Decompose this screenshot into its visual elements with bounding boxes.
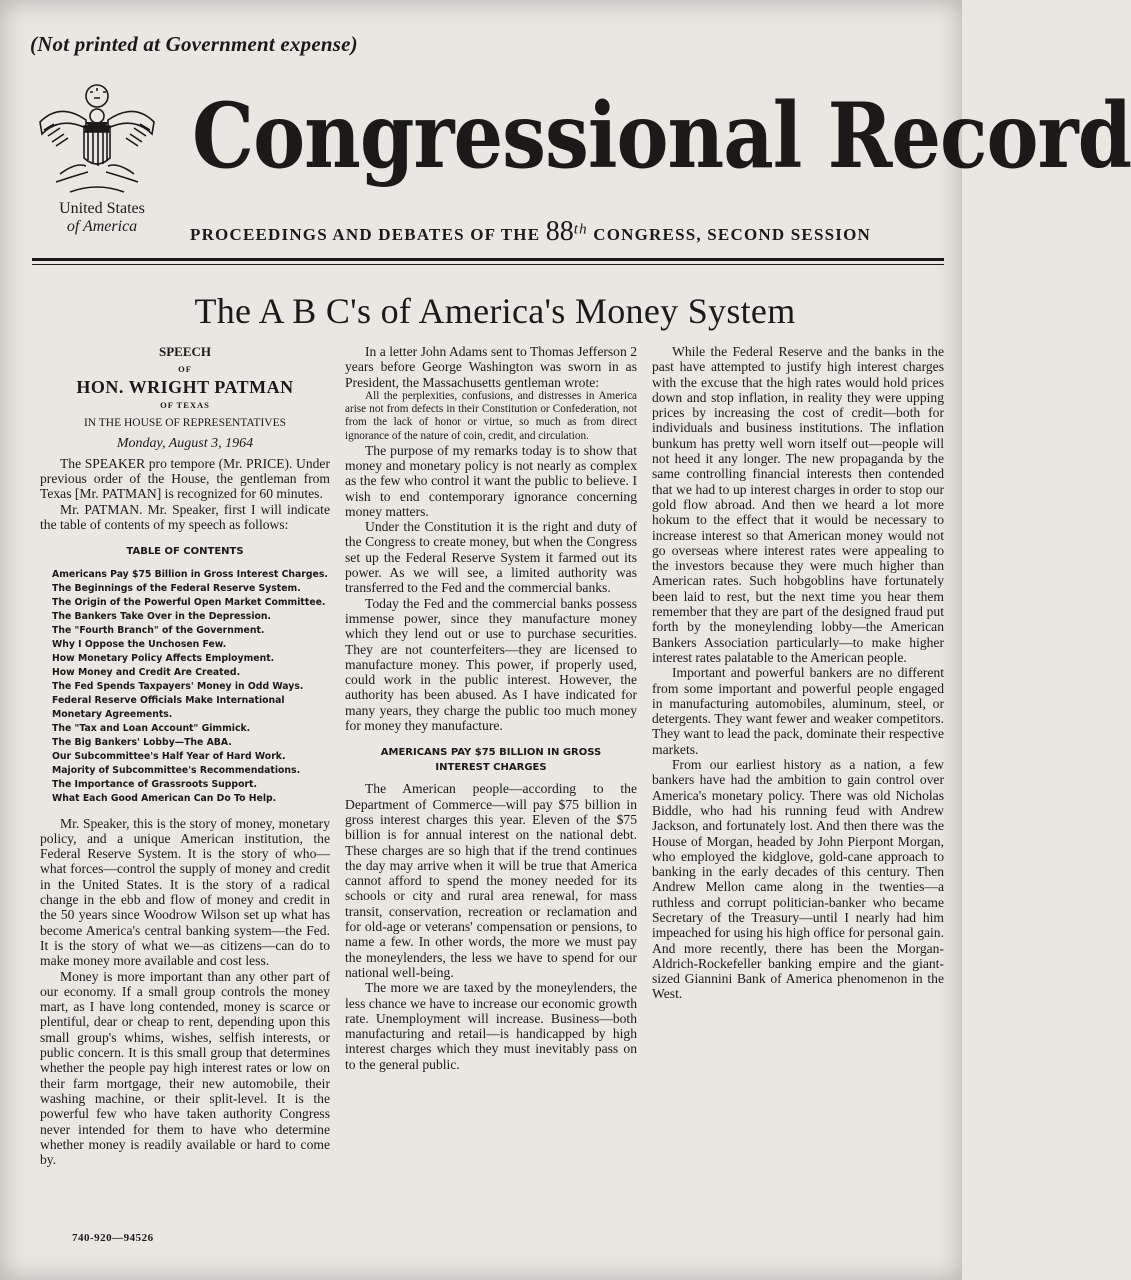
toc-item: The "Tax and Loan Account" Gimmick. xyxy=(52,722,251,734)
country-line-1: United States xyxy=(59,200,145,217)
country-line-2: of America xyxy=(66,218,138,235)
speaker-name: HON. WRIGHT PATMAN xyxy=(76,376,294,397)
toc-item: How Money and Credit Are Created. xyxy=(52,666,241,678)
toc-heading: TABLE OF CONTENTS xyxy=(126,546,244,558)
proceedings-line xyxy=(190,216,871,248)
section-heading-line-2: INTEREST CHARGES xyxy=(435,762,547,774)
toc-item: The Bankers Take Over in the Depression. xyxy=(52,610,272,622)
column-3 xyxy=(652,344,944,1002)
toc-item: The Big Bankers' Lobby—The ABA. xyxy=(52,736,232,748)
section-heading-line-1: AMERICANS PAY $75 BILLION IN GROSS xyxy=(380,747,602,759)
column-2 xyxy=(345,344,637,1072)
body-paragraph: The more we are taxed by the moneylenders, the less chance we have to increase our economic growth rate. Unemployment will increase. Business—both manufacturing and retail—is handicapped by high interest charges which they must inevitably pass on to the general public. xyxy=(345,980,637,1072)
toc-item: The Importance of Grassroots Support. xyxy=(52,778,258,790)
masthead-rule-thin xyxy=(32,264,944,265)
house-label: IN THE HOUSE OF REPRESENTATIVES xyxy=(83,417,287,430)
body-paragraph: From our earliest history as a nation, a few bankers have had the ambition to gain control over America's monetary policy. There was old Nicholas Biddle, who had his running feud with Andrew Jackson, and fortunately lost. And then there was the House of Morgan, headed by John Pierpont Morgan, who employed the kidglove, gold-cane approach to banking in the early decades of this century. Then Andrew Mellon came along in the twenties—a ruthless and corrupt politician-banker who became Secretary of the Treasury—until I nearly had him impeached for using his high office for personal gain. And more recently, there has been the Morgan-Aldrich-Rockefeller banking empire and the giant-sized Giannini Bank of America phenomenon in the West. xyxy=(652,757,944,1002)
adams-quote: All the perplexities, confusions, and distresses in America arise not from defects in their Constitution or Confederation, not from the lack of honor or virtue, so much as from direct ignorance of the nature of coin, credit, and circulation. xyxy=(345,389,637,442)
country-label xyxy=(44,200,160,236)
body-paragraph: Mr. Speaker, this is the story of money, monetary policy, and a unique American institution, the Federal Reserve System. It is the story of who—what forces—control the supply of money and credit in the United States. It is the story of a radical change in the ebb and flow of money and credit in the 50 years since Woodrow Wilson set up what has become America's central banking system—the Fed. It is the story of what we—as citizens—can do to make money more available and cost less. xyxy=(40,815,330,969)
toc-item: Why I Oppose the Unchosen Few. xyxy=(52,638,227,650)
print-code: 740-920—94526 xyxy=(72,1232,154,1244)
body-paragraph: Today the Fed and the commercial banks possess immense power, since they manufacture money which they lend out or use to purchase securities. They are not counterfeiters—they are licensed to manufacture money. This power, if properly used, could work in the public interest. However, the authority has been abused. As I have indicated for many years, they charge the public too much money for money they manufacture. xyxy=(345,595,637,734)
column-1 xyxy=(40,344,330,1167)
body-paragraph: Money is more important than any other part of our economy. If a small group controls the money mart, as I have long contended, money is scarce or plentiful, dear or cheap to rent, depending upon this small group's whims, wishes, selfish interests, or public concern. It is this small group that determines whether the people pay high interest rates or low on their farm mortgage, their new automobile, their washing machine, or their split-level. It is the powerful few who have taken authority Congress never intended for them to have who determine whether money is readily available or hard to come by. xyxy=(40,968,330,1168)
speech-date: Monday, August 3, 1964 xyxy=(116,436,254,452)
toc-item: What Each Good American Can Do To Help. xyxy=(52,792,277,804)
masthead-title: Congressional Record xyxy=(192,83,1131,189)
toc-item: The Beginnings of the Federal Reserve System. xyxy=(52,582,301,594)
toc-item: The Origin of the Powerful Open Market Committee. xyxy=(52,596,326,608)
section-heading xyxy=(345,745,637,775)
masthead-rule-thick xyxy=(32,258,944,261)
toc-item: The "Fourth Branch" of the Government. xyxy=(52,624,265,636)
body-paragraph: While the Federal Reserve and the banks in the past have attempted to justify high interest charges with the excuse that the high rates would hold prices down and stop inflation, in reality they were upping prices by increasing the cost of credit—both for individuals and business institutions. The inflation bunkum has pretty well worn itself out—people will not heed it any longer. The new propaganda by the same controlling financial interests then contended that we had to up interest charges in order to stop our gold flow abroad. And then we heard a lot more hokum to the effect that it would be necessary to increase interest so that American money would not go overseas where interest rates were appealing to the investors because they were much higher than American rates. Such hobgoblins have fortunately been laid to rest, but the next time you hear them remember that they are part of the designed fraud put forth by the moneylending lobby—the American Bankers Association particularly—to make higher interest rates palatable to the American people. xyxy=(652,344,944,665)
toc-item: Our Subcommittee's Half Year of Hard Work. xyxy=(52,750,286,762)
body-paragraph: Under the Constitution it is the right and duty of the Congress to create money, but when the Congress set up the Federal Reserve System it farmed out its power. As we will see, a limited authority was transferred to the Fed and the commercial banks. xyxy=(345,519,637,596)
proceedings-prefix: PROCEEDINGS AND DEBATES OF THE xyxy=(190,225,541,244)
body-paragraph: Important and powerful bankers are no different from some important and powerful people engaged in manufacturing automobiles, aluminum, steel, or detergents. They want fewer and weaker competitors. They want to lead the pack, dominate their respective markets. xyxy=(652,665,944,757)
body-paragraph: In a letter John Adams sent to Thomas Jefferson 2 years before George Washington was sworn in as President, the Massachusetts gentleman wrote: xyxy=(345,344,637,390)
table-of-contents xyxy=(40,568,330,806)
toc-item: How Monetary Policy Affects Employment. xyxy=(52,652,275,664)
intro-paragraph-1: The SPEAKER pro tempore (Mr. PRICE). Under previous order of the House, the gentleman from Texas [Mr. PATMAN] is recognized for 60 minutes. xyxy=(40,455,330,502)
printing-notice: (Not printed at Government expense) xyxy=(30,32,358,56)
congress-number: 88 xyxy=(545,216,574,247)
toc-item: Americans Pay $75 Billion in Gross Interest Charges. xyxy=(52,568,328,580)
toc-item: Majority of Subcommittee's Recommendations. xyxy=(52,764,301,776)
great-seal-eagle-icon xyxy=(30,82,164,202)
body-paragraph: The purpose of my remarks today is to show that money and monetary policy is not nearly as complex as the few who control it want the public to believe. I wish to end contemporary ignorance concerning money matters. xyxy=(345,442,637,519)
of-label: OF xyxy=(178,364,192,375)
intro-paragraph-2: Mr. PATMAN. Mr. Speaker, first I will indicate the table of contents of my speech as follows: xyxy=(40,501,330,532)
toc-item: Federal Reserve Officials Make International Monetary Agreements. xyxy=(52,694,285,720)
article-title: The A B C's of America's Money System xyxy=(194,291,796,331)
proceedings-suffix: CONGRESS, SECOND SESSION xyxy=(593,225,871,244)
speech-label: SPEECH xyxy=(158,344,211,359)
congress-suffix: th xyxy=(573,221,588,238)
toc-item: The Fed Spends Taxpayers' Money in Odd Ways. xyxy=(52,680,304,692)
body-paragraph: The American people—according to the Department of Commerce—will pay $75 billion in gross interest charges this year. Eleven of the $75 billion is for annual interest on the national debt. These charges are so high that if the trend continues the day may arrive when it will be true that America cannot afford to spend the money needed for its schools or city and rural area renewal, for mass transit, conservation, recreation or reclamation and for old-age or veterans' compensation or pensions, to name a few. In other words, the more we must pay the moneylenders, the less we have to spend for our national well-being. xyxy=(345,781,637,980)
speaker-state: OF TEXAS xyxy=(160,399,210,410)
